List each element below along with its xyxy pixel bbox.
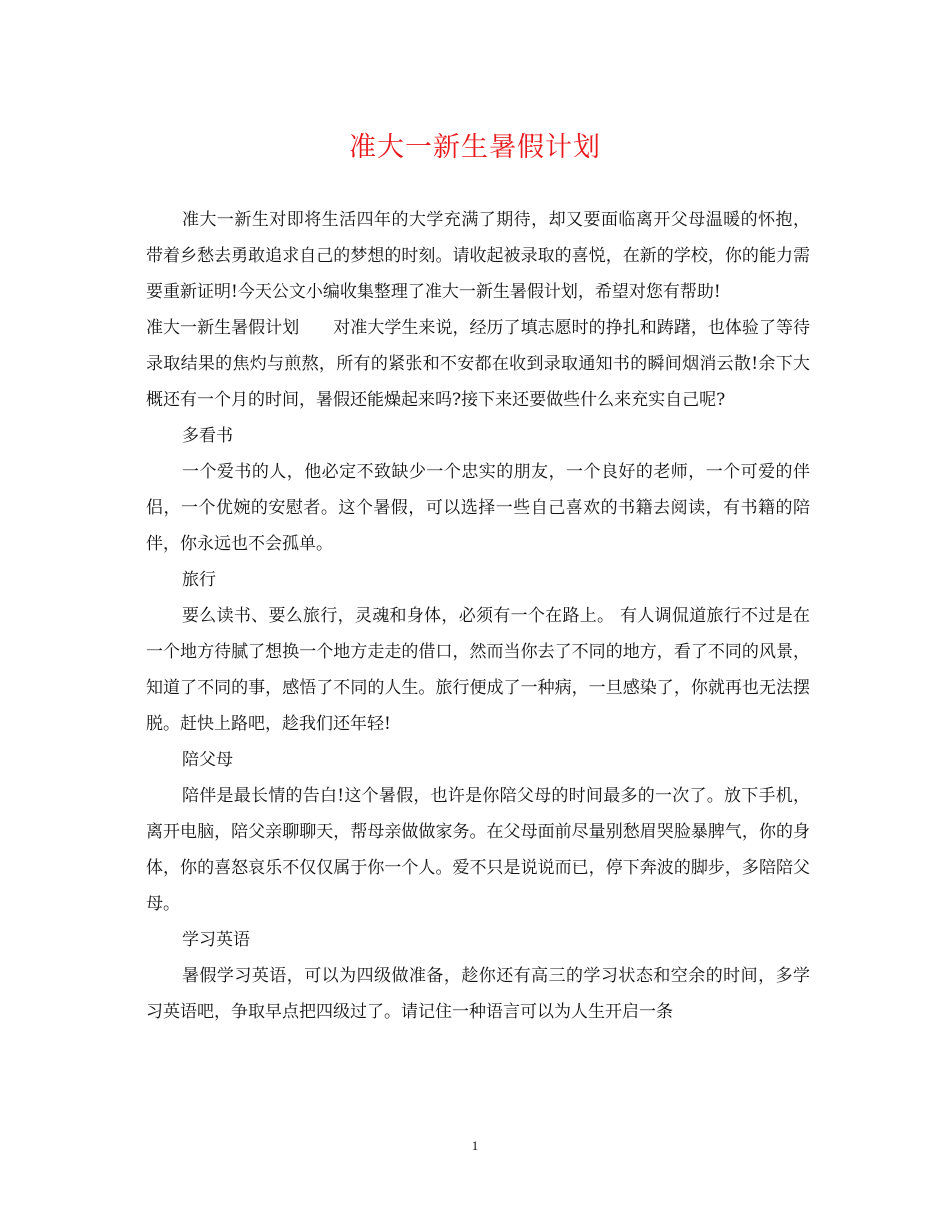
section-heading-reading: 多看书 [182, 426, 233, 446]
page-number: 1 [471, 1138, 479, 1153]
plan-intro-paragraph: 准大一新生暑假计划 对准大学生来说，经历了填志愿时的挣扎和踌躇，也体验了等待录取结果的焦灼与煎熬，所有的紧张和不安都在收到录取通知书的瞬间烟消云散!余下大概还有一个月的时间，暑假还能燥起来吗?接下来还要做些什么来充实自己呢? [146, 318, 810, 410]
document-body [146, 202, 810, 1030]
section-heading-english: 学习英语 [182, 930, 250, 950]
reading-paragraph: 一个爱书的人，他必定不致缺少一个忠实的朋友，一个良好的老师，一个可爱的伴侣，一个优婉的安慰者。这个暑假，可以选择一些自己喜欢的书籍去阅读，有书籍的陪伴，你永远也不会孤单。 [146, 462, 810, 554]
parents-paragraph: 陪伴是最长情的告白!这个暑假，也许是你陪父母的时间最多的一次了。放下手机，离开电脑，陪父亲聊聊天，帮母亲做做家务。在父母面前尽量别愁眉哭脸暴脾气，你的身体，你的喜怒哀乐不仅仅属于你一个人。爱不只是说说而已，停下奔波的脚步，多陪陪父母。 [146, 786, 810, 914]
document-title: 准大一新生暑假计划 [349, 132, 601, 163]
section-heading-travel: 旅行 [182, 570, 216, 590]
section-heading-parents: 陪父母 [182, 750, 233, 770]
intro-paragraph: 准大一新生对即将生活四年的大学充满了期待，却又要面临离开父母温暖的怀抱，带着乡愁去勇敢追求自己的梦想的时刻。请收起被录取的喜悦，在新的学校，你的能力需要重新证明!今天公文小编收集整理了准大一新生暑假计划，希望对您有帮助! [146, 210, 810, 302]
english-paragraph: 暑假学习英语，可以为四级做准备，趁你还有高三的学习状态和空余的时间，多学习英语吧，争取早点把四级过了。请记住一种语言可以为人生开启一条 [146, 966, 810, 1022]
travel-paragraph: 要么读书、要么旅行，灵魂和身体，必须有一个在路上。 有人调侃道旅行不过是在一个地方待腻了想换一个地方走走的借口，然而当你去了不同的地方，看了不同的风景，知道了不同的事，感悟了不同的人生。旅行便成了一种病，一旦感染了，你就再也无法摆脱。赶快上路吧，趁我们还年轻! [146, 606, 810, 734]
